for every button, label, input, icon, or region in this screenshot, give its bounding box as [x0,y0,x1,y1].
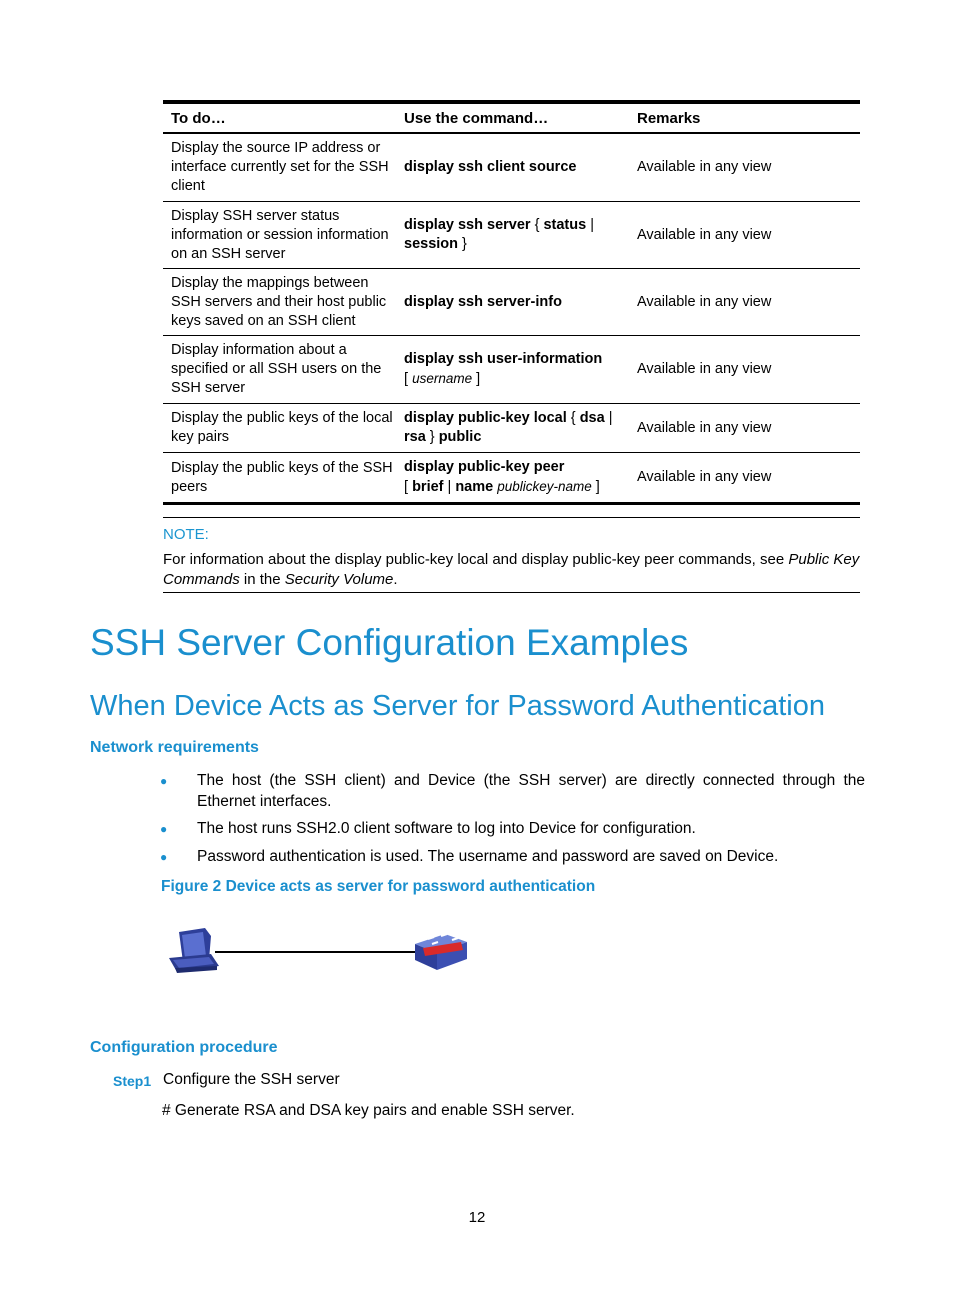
table-row [163,404,860,453]
command-option: public [438,429,482,445]
header-command: Use the command… [404,109,549,127]
step-label: Step1 [113,1073,152,1089]
command-pipe: | [443,479,456,495]
command-keyword: display public-key local [404,410,567,426]
host-pc-icon [169,928,219,973]
command-cell [396,409,629,447]
note-fragment: commands, see [674,551,789,568]
command-table [163,100,860,505]
note-label: NOTE: [163,526,209,543]
command-bracket: [ [404,371,413,387]
network-requirements-heading: Network requirements [90,739,259,756]
command-brace: { [530,217,544,233]
command-text: display ssh client source [404,159,577,175]
command-bracket: ] [472,371,481,387]
configuration-procedure-heading: Configuration procedure [90,1039,278,1056]
command-arg: username [412,371,473,386]
command-cell [396,216,629,254]
remarks-cell: Available in any view [637,293,772,310]
requirements-list [160,770,865,874]
command-option: dsa [579,410,605,426]
command-text: display ssh server-info [404,293,562,310]
todo-cell: Display SSH server status information or session information on an SSH server [171,207,389,262]
todo-cell: Display information about a specified or all SSH users on the SSH server [171,342,382,396]
note-command: display public-key local [334,551,489,568]
table-row [163,202,860,269]
command-arg: publickey-name [497,479,592,494]
note-reference: Security Volume [284,571,394,588]
remarks-cell: Available in any view [637,469,772,485]
note-fragment: For information about the [163,551,335,568]
bullet-icon: ● [160,774,168,788]
step-text: Configure the SSH server [163,1071,340,1088]
table-row [163,453,860,505]
command-option: status [543,217,587,233]
note-command: display public-key peer [521,551,675,568]
header-todo: To do… [171,109,226,127]
bullet-icon: ● [160,822,168,836]
device-switch-icon [415,934,467,970]
remarks-cell: Available in any view [637,361,772,377]
command-bracket: [ [404,479,413,495]
command-brace: } [458,236,467,252]
note-fragment: in the [239,571,285,588]
command-bracket: ] [591,479,600,495]
figure-caption: Figure 2 Device acts as server for password authentication [161,878,596,895]
note-fragment: and [488,551,522,568]
remarks-cell: Available in any view [637,419,772,436]
list-item [160,846,865,868]
table-row [163,134,860,202]
command-cell [396,293,629,312]
page-number: 12 [468,1209,486,1226]
command-cell [396,350,629,389]
network-diagram [165,926,475,978]
command-cell [396,458,629,497]
subsection-heading: When Device Acts as Server for Password Authentication [90,690,826,722]
section-heading: SSH Server Configuration Examples [90,622,689,663]
command-cell [396,158,629,177]
config-comment: # Generate RSA and DSA key pairs and enable SSH server. [162,1102,575,1119]
command-pipe: | [604,410,613,426]
command-option: session [404,236,458,252]
note-fragment: . [393,571,398,588]
command-brace: { [566,410,580,426]
todo-cell: Display the public keys of the local key pairs [171,410,393,445]
note-reference: Public Key Commands [163,551,860,588]
header-remarks: Remarks [637,109,701,127]
table-row [163,269,860,336]
remarks-cell: Available in any view [637,226,772,243]
list-item-text: The host runs SSH2.0 client software to log into Device for configuration. [197,820,696,837]
remarks-cell: Available in any view [637,159,772,175]
list-item-text: The host (the SSH client) and Device (the SSH server) are directly connected through the Ethernet interfaces. [197,772,865,810]
command-option: rsa [404,429,426,445]
command-keyword: display ssh user-information [404,351,603,367]
todo-cell: Display the public keys of the SSH peers [171,459,393,495]
table-header-row [163,104,860,134]
todo-cell: Display the mappings between SSH servers and their host public keys saved on an SSH client [171,274,387,329]
list-item [160,818,865,840]
command-option: name [455,479,494,495]
bullet-icon: ● [160,850,168,864]
command-keyword: display public-key peer [404,459,565,475]
todo-cell: Display the source IP address or interface currently set for the SSH client [171,140,389,194]
command-pipe: | [586,217,594,233]
note-text [163,550,860,590]
command-brace: } [425,429,439,445]
list-item-text: Password authentication is used. The username and password are saved on Device. [197,848,779,865]
table-row [163,336,860,404]
command-option: brief [412,479,444,495]
list-item [160,770,865,812]
note-box [163,517,860,593]
command-keyword: display ssh server [404,217,531,233]
